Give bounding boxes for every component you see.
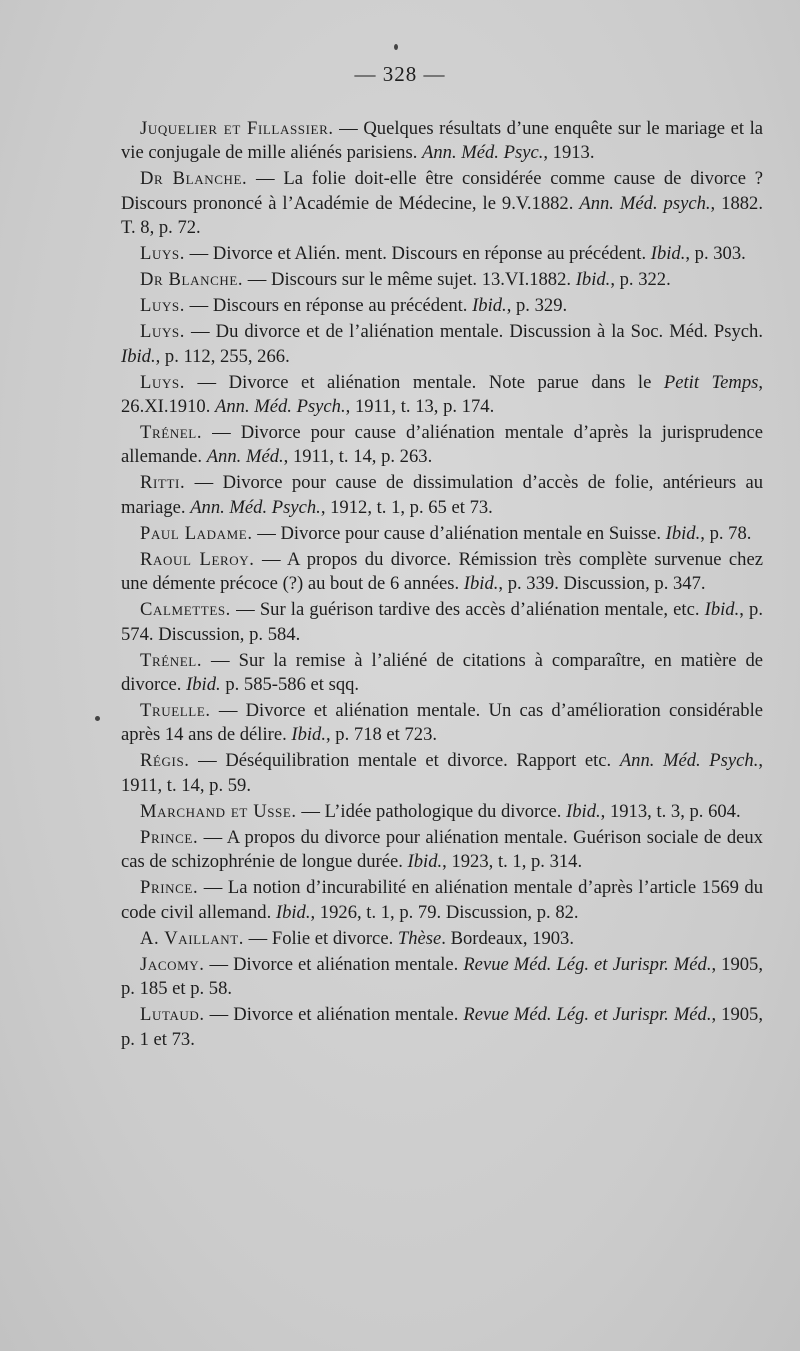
entry-author: Luys.: [140, 295, 186, 317]
entry-author: Lutaud.: [140, 1004, 205, 1026]
entry-text: , 1923, t. 1, p. 314.: [442, 851, 583, 873]
entry-text: Divorce et Alién. ment. Discours en réponse au précédent.: [212, 243, 651, 265]
entry-source-title: Ibid.: [186, 674, 221, 696]
entry-separator: —: [189, 750, 226, 772]
entry-text: La folie doit-elle être considérée comme cause de divorce ? Discours prononcé à l’Académie de Médecine, le 9.V.1882.: [121, 168, 763, 214]
entry-text: , 1911, t. 14, p. 59.: [121, 750, 764, 796]
entry-text: , 1911, t. 14, p. 263.: [283, 446, 433, 468]
entry-separator: —: [198, 877, 228, 899]
entry-text: Divorce pour cause d’aliénation mentale d’après la jurisprudence allemande.: [121, 422, 763, 468]
entry-text: Discours en réponse au précédent.: [212, 295, 473, 317]
ink-speck: [394, 44, 398, 50]
entry-separator: —: [185, 472, 223, 494]
entry-text: Divorce et aliénation mentale. Un cas d’amélioration considérable après 14 ans de délire.: [121, 700, 763, 746]
entry-text: Quelques résultats d’une enquête sur le mariage et la vie conjugale de mille aliénés parisiens.: [121, 118, 764, 164]
entry-text: Divorce et aliénation mentale. Note parue dans le: [228, 371, 664, 393]
page-number: — 328 —: [354, 62, 446, 86]
entry-separator: —: [247, 168, 284, 190]
entry-author: Juquelier et Fillassier.: [140, 118, 334, 139]
bibliography-entry: [121, 953, 763, 1002]
entry-source-title: Ann. Méd. Psych.: [215, 396, 346, 418]
entry-separator: —: [198, 826, 227, 848]
entry-separator: —: [202, 649, 239, 671]
entry-source-title: Ibid.: [407, 851, 443, 873]
bibliography-entry: [121, 167, 763, 240]
entry-text: Du divorce et de l’aliénation mentale. Discussion à la Soc. Méd. Psych.: [215, 321, 764, 343]
entry-text: , 1926, t. 1, p. 79. Discussion, p. 82.: [310, 901, 579, 923]
entry-source-title: Ibid.: [575, 269, 611, 291]
bibliography-entry: [121, 371, 763, 420]
entry-text: , 1911, t. 13, p. 174.: [345, 396, 495, 418]
entry-source-title: Ibid.: [566, 800, 601, 822]
entry-author: Prince.: [140, 826, 199, 848]
entry-separator: —: [185, 295, 213, 317]
entry-text: Folie et divorce.: [271, 927, 398, 949]
entry-separator: —: [185, 321, 216, 343]
entry-text: Discours sur le même sujet. 13.VI.1882.: [271, 269, 576, 291]
entry-separator: —: [210, 700, 246, 722]
bibliography-entry: [121, 749, 763, 798]
entry-text: Sur la remise à l’aliéné de citations à comparaître, en matière de divorce.: [121, 649, 763, 696]
entry-text: , p. 112, 255, 266.: [155, 345, 290, 367]
bibliography-entry: [121, 598, 763, 647]
bibliography-entry: [121, 548, 763, 597]
entry-text: , 1913, t. 3, p. 604.: [600, 800, 741, 822]
entry-text: . Bordeaux, 1903.: [441, 927, 574, 949]
bibliography-entry: [121, 421, 763, 470]
entry-separator: —: [202, 422, 241, 444]
entry-author: Luys.: [140, 321, 186, 343]
bibliography-entry: [121, 800, 763, 824]
entry-text: A propos du divorce. Rémission très complète survenue chez une démente précoce (?) au bout de 6 années.: [121, 548, 763, 595]
entry-source-title: Ibid.: [650, 243, 686, 265]
entry-author: Truelle.: [140, 700, 211, 722]
bibliography-entry: [121, 649, 763, 698]
bibliography-entry: [121, 1003, 763, 1052]
entry-text: , 26.XI.1910.: [121, 371, 764, 418]
entry-source-title: Ibid.: [665, 522, 701, 544]
entry-text: p. 585-586 et sqq.: [220, 674, 360, 696]
entry-separator: —: [296, 800, 325, 822]
entry-author: Calmettes.: [140, 599, 231, 621]
entry-author: Dr Blanche.: [140, 269, 244, 291]
entry-source-title: Ann. Méd. Psych.: [190, 496, 321, 518]
entry-author: Dr Blanche.: [140, 168, 248, 190]
bibliography-entry: [121, 268, 763, 292]
entry-author: A. Vaillant.: [140, 927, 244, 949]
bibliography-entry: [121, 242, 763, 266]
entry-author: Prince.: [140, 877, 199, 899]
entry-source-title: Ibid.: [275, 901, 311, 923]
entry-separator: —: [243, 269, 272, 291]
entry-text: , p. 78.: [700, 522, 752, 544]
entry-author: Trénel.: [140, 649, 203, 671]
bibliography-entry: [121, 294, 763, 318]
bibliography-entry: [121, 320, 763, 369]
entry-text: , p. 303.: [685, 243, 746, 265]
entry-separator: —: [252, 522, 281, 544]
entry-text: Déséquilibration mentale et divorce. Rapport etc.: [225, 750, 620, 772]
entry-separator: —: [204, 953, 234, 975]
entry-source-title: Ibid.: [463, 573, 499, 595]
entry-text: , 1912, t. 1, p. 65 et 73.: [320, 496, 493, 518]
entry-separator: —: [185, 371, 229, 393]
entry-author: Jacomy.: [140, 953, 205, 975]
entry-text: Divorce et aliénation mentale.: [233, 953, 464, 975]
entry-separator: —: [333, 118, 364, 139]
entry-text: L’idée pathologique du divorce.: [324, 800, 567, 822]
entry-author: Ritti.: [140, 472, 186, 494]
entry-source-title: Ann. Méd. Psych.: [619, 750, 759, 772]
entry-text: , p. 574. Discussion, p. 584.: [121, 599, 763, 645]
entry-separator: —: [254, 548, 287, 570]
entry-author: Raoul Leroy.: [140, 548, 255, 570]
entry-source-title: Thèse: [397, 927, 442, 949]
bibliography-entry: [121, 699, 763, 748]
entry-source-title: Revue Méd. Lég. et Jurispr. Méd.: [463, 953, 712, 975]
entry-separator: —: [204, 1004, 234, 1026]
ink-speck: [95, 716, 100, 721]
bibliography-entry: [121, 471, 763, 520]
entry-text: , p. 718 et 723.: [326, 724, 438, 746]
bibliography-entry: [121, 826, 763, 875]
bibliography-entry: [121, 876, 763, 925]
entry-author: Luys.: [140, 243, 186, 265]
entry-author: Régis.: [140, 750, 190, 772]
entry-author: Marchand et Usse.: [140, 800, 297, 822]
entry-source-title: Ibid.: [704, 599, 740, 621]
entry-source-title: Ibid.: [121, 345, 156, 367]
bibliography-entry: [121, 927, 763, 951]
entry-source-title: Ibid.: [472, 295, 507, 317]
entry-text: , 1905, p. 185 et p. 58.: [121, 953, 763, 1000]
entry-text: , p. 322.: [610, 269, 671, 291]
bibliography-entry: [121, 522, 763, 546]
entry-separator: —: [243, 927, 272, 949]
entry-author: Luys.: [140, 371, 186, 393]
entry-author: Trénel.: [140, 422, 203, 444]
entry-source-title: Revue Méd. Lég. et Jurispr. Méd.: [463, 1004, 712, 1026]
entry-source-title: Ann. Méd.: [206, 446, 284, 468]
entry-text: A propos du divorce pour aliénation mentale. Guérison sociale de deux cas de schizophrénie de longue durée.: [121, 826, 763, 873]
entry-source-title: Ann. Méd. psych.: [579, 192, 711, 214]
entry-separator: —: [230, 599, 260, 621]
entry-text: Divorce pour cause de dissimulation d’accès de folie, antérieurs au mariage.: [121, 472, 764, 518]
entry-text: , p. 329.: [506, 295, 568, 317]
entry-separator: —: [185, 243, 213, 265]
entry-text: Divorce pour cause d’aliénation mentale en Suisse.: [280, 522, 666, 544]
entry-text: La notion d’incurabilité en aliénation mentale d’après l’article 1569 du code civil allemand.: [121, 877, 763, 923]
entry-text: , p. 339. Discussion, p. 347.: [498, 573, 706, 595]
entry-author: Paul Ladame.: [140, 522, 253, 544]
entry-text: Divorce et aliénation mentale.: [233, 1004, 464, 1026]
entry-text: , 1882. T. 8, p. 72.: [121, 192, 763, 239]
entry-source-title: Petit Temps: [663, 371, 759, 393]
bibliography-entry: [121, 117, 763, 166]
entry-text: , 1913.: [543, 142, 595, 164]
entry-text: Sur la guérison tardive des accès d’aliénation mentale, etc.: [259, 599, 705, 621]
entry-text: , 1905, p. 1 et 73.: [121, 1004, 763, 1050]
bibliography-list: [121, 117, 763, 1054]
entry-source-title: Ibid.: [291, 724, 326, 746]
entry-source-title: Ann. Méd. Psyc.: [422, 142, 544, 164]
